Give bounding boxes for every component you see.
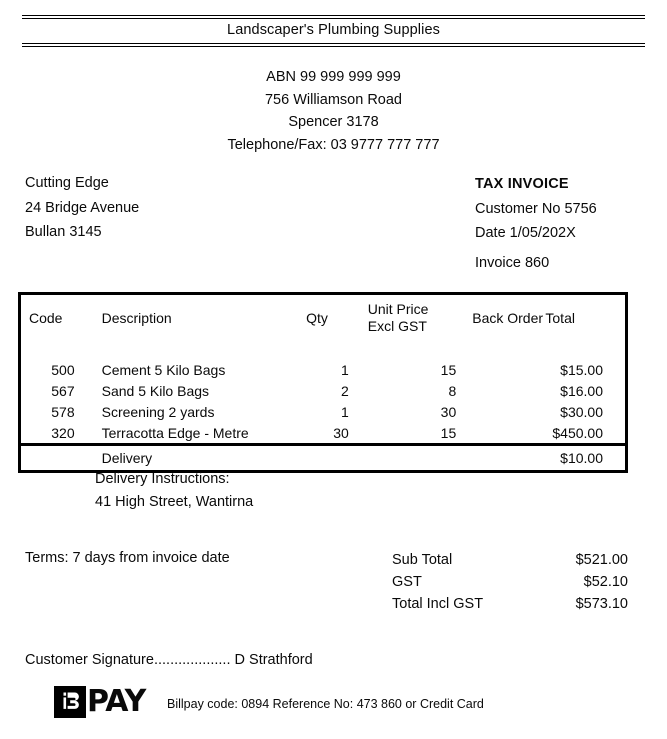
customer-number: Customer No 5756 bbox=[475, 200, 597, 217]
cell-total: $30.00 bbox=[560, 403, 603, 420]
bill-to-name: Cutting Edge bbox=[25, 175, 109, 191]
header-description: Description bbox=[101, 310, 172, 326]
header-unit-price bbox=[362, 295, 472, 341]
cell-back-order bbox=[472, 401, 545, 422]
totals-label: Total Incl GST bbox=[392, 596, 484, 612]
header-unit-price-line1: Unit Price bbox=[367, 301, 429, 317]
cell-qty: 2 bbox=[340, 382, 349, 399]
delivery-cell-code bbox=[21, 445, 81, 471]
table-row bbox=[21, 401, 625, 422]
totals-row bbox=[392, 549, 628, 571]
line-items-table bbox=[18, 292, 628, 473]
cell-qty: 30 bbox=[333, 424, 349, 441]
header-qty: Qty bbox=[306, 310, 328, 326]
company-city-postcode: Spencer 3178 bbox=[288, 114, 379, 130]
cell-total: $450.00 bbox=[552, 424, 603, 441]
bpay-wordmark: PAY bbox=[87, 684, 146, 719]
cell-description: Cement 5 Kilo Bags bbox=[101, 361, 226, 378]
cell-total: $15.00 bbox=[560, 361, 603, 378]
customer-signature-line: Customer Signature................... D Strathford bbox=[25, 652, 313, 668]
delivery-cell-back-order bbox=[472, 445, 545, 471]
table-row bbox=[21, 359, 625, 380]
header-total: Total bbox=[545, 310, 575, 326]
page-title: Landscaper's Plumbing Supplies bbox=[227, 22, 440, 38]
company-details bbox=[0, 66, 667, 156]
totals-row bbox=[392, 571, 628, 593]
title-rule-bottom bbox=[22, 43, 645, 47]
cell-code: 320 bbox=[51, 424, 75, 441]
totals-amount: $52.10 bbox=[583, 574, 628, 590]
totals-label: Sub Total bbox=[392, 552, 453, 568]
delivery-row bbox=[21, 445, 625, 471]
billpay-reference-text: Billpay code: 0894 Reference No: 473 860 or Credit Card bbox=[167, 697, 484, 711]
cell-total: $16.00 bbox=[560, 382, 603, 399]
totals-block bbox=[392, 549, 628, 615]
cell-description: Screening 2 yards bbox=[101, 403, 215, 420]
totals-label: GST bbox=[392, 574, 422, 590]
table-row bbox=[21, 422, 625, 445]
header-unit-price-line2: Excl GST bbox=[367, 318, 427, 334]
totals-amount: $573.10 bbox=[575, 596, 628, 612]
cell-back-order bbox=[472, 359, 545, 380]
header-back-order: Back Order bbox=[472, 310, 544, 326]
cell-qty: 1 bbox=[340, 403, 349, 420]
invoice-date: Date 1/05/202X bbox=[475, 225, 576, 241]
cell-code: 578 bbox=[51, 403, 75, 420]
invoice-number: Invoice 860 bbox=[475, 255, 550, 271]
cell-qty: 1 bbox=[340, 361, 349, 378]
delivery-cell-description: Delivery bbox=[81, 445, 273, 471]
cell-unit-price: 30 bbox=[440, 403, 457, 420]
company-abn: ABN 99 999 999 999 bbox=[266, 69, 401, 85]
cell-code: 567 bbox=[51, 382, 75, 399]
bill-to-city-postcode: Bullan 3145 bbox=[25, 224, 102, 240]
totals-amount: $521.00 bbox=[575, 552, 628, 568]
cell-back-order bbox=[472, 422, 545, 445]
cell-unit-price: 8 bbox=[448, 382, 457, 399]
cell-description: Sand 5 Kilo Bags bbox=[101, 382, 210, 399]
tax-invoice-label: TAX INVOICE bbox=[475, 176, 569, 192]
title-rule-top bbox=[22, 15, 645, 19]
delivery-cell-total: $10.00 bbox=[545, 445, 625, 471]
delivery-cell-qty bbox=[272, 445, 362, 471]
bpay-b-icon bbox=[54, 686, 86, 718]
bill-to-block bbox=[25, 171, 139, 245]
cell-code: 500 bbox=[51, 361, 75, 378]
delivery-instructions-label: Delivery Instructions: bbox=[95, 471, 230, 487]
company-phone: Telephone/Fax: 03 9777 777 777 bbox=[227, 136, 440, 153]
table-header-row bbox=[21, 295, 625, 341]
cell-unit-price: 15 bbox=[440, 424, 457, 441]
delivery-cell-unit-price bbox=[362, 445, 472, 471]
table-spacer-row bbox=[21, 341, 625, 359]
payment-terms: Terms: 7 days from invoice date bbox=[25, 550, 230, 566]
delivery-instructions-address: 41 High Street, Wantirna bbox=[95, 494, 254, 510]
delivery-instructions-block bbox=[95, 468, 253, 514]
table-row bbox=[21, 380, 625, 401]
company-street: 756 Williamson Road bbox=[264, 91, 402, 108]
bill-to-street: 24 Bridge Avenue bbox=[25, 199, 140, 216]
header-code: Code bbox=[29, 310, 63, 326]
totals-row bbox=[392, 593, 628, 615]
cell-back-order bbox=[472, 380, 545, 401]
cell-unit-price: 15 bbox=[440, 361, 457, 378]
cell-description: Terracotta Edge - Metre bbox=[101, 424, 249, 441]
invoice-meta-block bbox=[475, 172, 597, 246]
bpay-logo bbox=[54, 686, 145, 718]
